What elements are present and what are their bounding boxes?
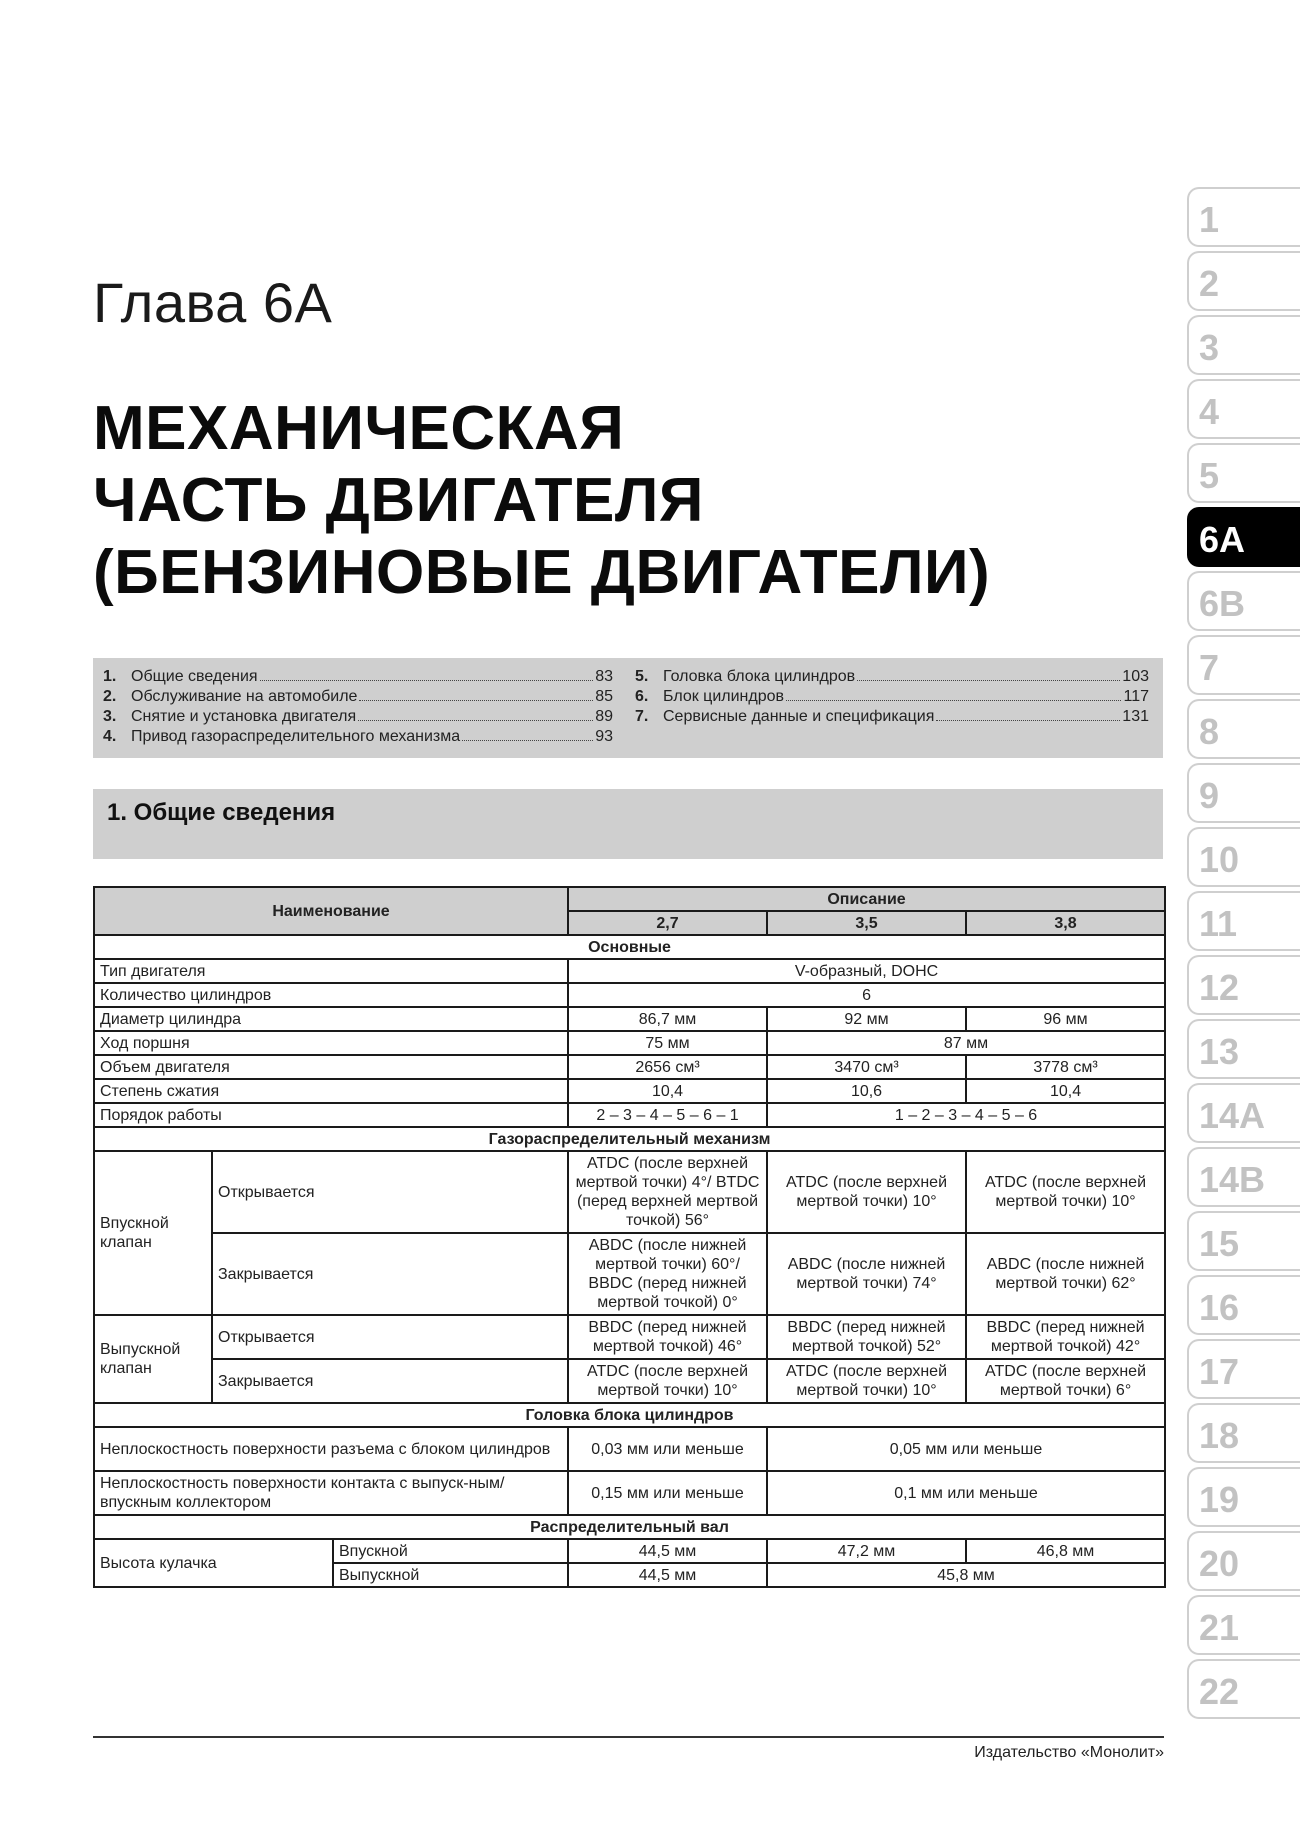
- toc-entry-title: Сервисные данные и спецификация: [663, 708, 935, 725]
- chapter-tab-label: 22: [1199, 1671, 1240, 1712]
- chapter-tab[interactable]: [1187, 635, 1300, 695]
- chapter-tab[interactable]: [1187, 1403, 1300, 1463]
- table-row: [94, 1055, 1165, 1079]
- header-name-cell: Наименование: [94, 887, 568, 935]
- chapter-tab[interactable]: [1187, 1531, 1300, 1591]
- chapter-tab-label: 7: [1199, 647, 1220, 688]
- chapter-tab-label: 21: [1199, 1607, 1240, 1648]
- chapter-tab-label: 10: [1199, 839, 1240, 880]
- param-value: ABDC (после нижней мертвой точки) 62°: [966, 1233, 1165, 1315]
- param-sublabel: Открывается: [212, 1315, 568, 1359]
- chapter-tab-active[interactable]: [1187, 507, 1300, 567]
- chapter-tab[interactable]: [1187, 955, 1300, 1015]
- param-value: 10,4: [568, 1079, 767, 1103]
- chapter-label: Глава 6А: [93, 271, 333, 334]
- param-label: Количество цилиндров: [94, 983, 568, 1007]
- toc-entry-title: Блок цилиндров: [663, 688, 785, 705]
- param-label: Объем двигателя: [94, 1055, 568, 1079]
- param-label: Неплоскостность поверхности разъема с блоком цилиндров: [94, 1427, 568, 1471]
- chapter-tab[interactable]: [1187, 827, 1300, 887]
- param-label: Высота кулачка: [94, 1539, 333, 1587]
- group-row: [94, 1127, 1165, 1151]
- chapter-tab[interactable]: [1187, 571, 1300, 631]
- toc-entry-page: 89: [595, 708, 613, 725]
- toc-entry-number: 6.: [635, 688, 649, 705]
- param-value: BBDC (перед нижней мертвой точкой) 42°: [966, 1315, 1165, 1359]
- chapter-tab[interactable]: [1187, 1275, 1300, 1335]
- header-desc-cell: Описание: [568, 887, 1165, 911]
- param-value: 10,6: [767, 1079, 966, 1103]
- toc-entry-title: Обслуживание на автомобиле: [131, 688, 358, 705]
- toc-entry-page: 83: [595, 668, 613, 685]
- group-heading: Газораспределительный механизм: [94, 1127, 1165, 1151]
- table-row: [94, 1031, 1165, 1055]
- group-heading: Распределительный вал: [94, 1515, 1165, 1539]
- table-header-row: [94, 887, 1165, 911]
- param-label: Неплоскостность поверхности контакта с выпуск-ным/впускным коллектором: [94, 1471, 568, 1515]
- chapter-tab[interactable]: [1187, 1659, 1300, 1719]
- table-row: [94, 1359, 1165, 1403]
- param-value: 75 мм: [568, 1031, 767, 1055]
- chapter-tab[interactable]: [1187, 1083, 1300, 1143]
- param-value: ABDC (после нижней мертвой точки) 74°: [767, 1233, 966, 1315]
- title-line-3: (БЕНЗИНОВЫЕ ДВИГАТЕЛИ): [93, 538, 991, 607]
- chapter-tab-label: 20: [1199, 1543, 1240, 1584]
- toc-leader-dots: [260, 680, 594, 681]
- chapter-tab[interactable]: [1187, 1147, 1300, 1207]
- param-sublabel: Закрывается: [212, 1359, 568, 1403]
- param-value: 87 мм: [767, 1031, 1165, 1055]
- table-row: [94, 983, 1165, 1007]
- param-value: 44,5 мм: [568, 1539, 767, 1563]
- table-row: [94, 1079, 1165, 1103]
- param-value: 10,4: [966, 1079, 1165, 1103]
- toc-entry-number: 7.: [635, 708, 649, 725]
- toc-entry[interactable]: [635, 708, 1149, 728]
- chapter-tab[interactable]: [1187, 1211, 1300, 1271]
- param-value: 0,03 мм или меньше: [568, 1427, 767, 1471]
- toc-leader-dots: [462, 740, 593, 741]
- chapter-tab-label: 17: [1199, 1351, 1240, 1392]
- group-heading: Головка блока цилиндров: [94, 1403, 1165, 1427]
- group-row: [94, 1403, 1165, 1427]
- toc-column-right: [635, 668, 1149, 728]
- table-row: [94, 1007, 1165, 1031]
- chapter-tab-label: 5: [1199, 455, 1220, 496]
- param-value: 2 – 3 – 4 – 5 – 6 – 1: [568, 1103, 767, 1127]
- title-line-2: ЧАСТЬ ДВИГАТЕЛЯ: [93, 466, 704, 535]
- param-value: 86,7 мм: [568, 1007, 767, 1031]
- chapter-tab-label: 14B: [1199, 1159, 1266, 1200]
- header-version-cell: 3,8: [966, 911, 1165, 935]
- param-sublabel: Открывается: [212, 1151, 568, 1233]
- toc-leader-dots: [359, 700, 593, 701]
- param-label: Выпускной клапан: [94, 1315, 212, 1403]
- param-value: 0,05 мм или меньше: [767, 1427, 1165, 1471]
- toc-entry-title: Снятие и установка двигателя: [131, 708, 357, 725]
- chapter-tab-label: 6B: [1199, 583, 1246, 624]
- chapter-tab[interactable]: [1187, 699, 1300, 759]
- title-line-1: МЕХАНИЧЕСКАЯ: [93, 394, 625, 463]
- toc-leader-dots: [936, 720, 1120, 721]
- toc-entry-page: 93: [595, 728, 613, 745]
- toc-entry-title: Общие сведения: [131, 668, 258, 685]
- chapter-tab-label: 18: [1199, 1415, 1240, 1456]
- table-row: [94, 1471, 1165, 1515]
- chapter-tab-label: 12: [1199, 967, 1240, 1008]
- param-value: ATDC (после верхней мертвой точки) 6°: [966, 1359, 1165, 1403]
- main-title: [93, 393, 990, 609]
- footer-publisher: Издательство «Монолит»: [974, 1744, 1164, 1761]
- chapter-tab-label: 15: [1199, 1223, 1240, 1264]
- toc-entry-page: 131: [1122, 708, 1149, 725]
- chapter-tab-label: 1: [1199, 199, 1220, 240]
- toc-entry[interactable]: [103, 668, 613, 688]
- param-value: ABDC (после нижней мертвой точки) 60°/ BBDC (перед нижней мертвой точкой) 0°: [568, 1233, 767, 1315]
- chapter-tab-label: 4: [1199, 391, 1220, 432]
- chapter-tabs: [1187, 187, 1300, 1723]
- param-value: ATDC (после верхней мертвой точки) 10°: [767, 1151, 966, 1233]
- footer-divider: [93, 1736, 1164, 1738]
- chapter-tab[interactable]: [1187, 763, 1300, 823]
- param-value: 3470 см³: [767, 1055, 966, 1079]
- toc-entry-page: 103: [1122, 668, 1149, 685]
- header-version-cell: 2,7: [568, 911, 767, 935]
- param-sublabel: Закрывается: [212, 1233, 568, 1315]
- chapter-tab-label: 16: [1199, 1287, 1240, 1328]
- toc-entry[interactable]: [103, 708, 613, 728]
- chapter-tab-label: 3: [1199, 327, 1220, 368]
- chapter-tab[interactable]: [1187, 1339, 1300, 1399]
- chapter-tab-label: 8: [1199, 711, 1220, 752]
- param-value: ATDC (после верхней мертвой точки) 10°: [767, 1359, 966, 1403]
- table-row: [94, 1233, 1165, 1315]
- chapter-tab-label: 14А: [1199, 1095, 1266, 1136]
- chapter-tab[interactable]: [1187, 379, 1300, 439]
- chapter-tab[interactable]: [1187, 187, 1300, 247]
- param-value: BBDC (перед нижней мертвой точкой) 52°: [767, 1315, 966, 1359]
- param-label: Ход поршня: [94, 1031, 568, 1055]
- header-version-cell: 3,5: [767, 911, 966, 935]
- param-sublabel: Впускной: [333, 1539, 568, 1563]
- param-value: 46,8 мм: [966, 1539, 1165, 1563]
- chapter-tab[interactable]: [1187, 1467, 1300, 1527]
- toc-column-left: [103, 668, 613, 748]
- table-row: [94, 1427, 1165, 1471]
- param-label: Порядок работы: [94, 1103, 568, 1127]
- table-row: [94, 959, 1165, 983]
- param-label: Степень сжатия: [94, 1079, 568, 1103]
- param-value: 2656 см³: [568, 1055, 767, 1079]
- param-label: Диаметр цилиндра: [94, 1007, 568, 1031]
- chapter-tab[interactable]: [1187, 1019, 1300, 1079]
- param-value: 44,5 мм: [568, 1563, 767, 1587]
- toc-entry-page: 117: [1123, 688, 1149, 705]
- chapter-tab[interactable]: [1187, 443, 1300, 503]
- chapter-tab-label: 2: [1199, 263, 1220, 304]
- param-label: Тип двигателя: [94, 959, 568, 983]
- param-value: 0,15 мм или меньше: [568, 1471, 767, 1515]
- table-row: [94, 1151, 1165, 1233]
- toc-leader-dots: [358, 720, 593, 721]
- chapter-tab[interactable]: [1187, 891, 1300, 951]
- param-value: 96 мм: [966, 1007, 1165, 1031]
- param-value: 1 – 2 – 3 – 4 – 5 – 6: [767, 1103, 1165, 1127]
- param-value: 45,8 мм: [767, 1563, 1165, 1587]
- chapter-tab[interactable]: [1187, 315, 1300, 375]
- toc-entry-number: 1.: [103, 668, 117, 685]
- param-value: 3778 см³: [966, 1055, 1165, 1079]
- toc-entry[interactable]: [103, 688, 613, 708]
- param-value: 92 мм: [767, 1007, 966, 1031]
- group-row: [94, 1515, 1165, 1539]
- param-value: ATDC (после верхней мертвой точки) 10°: [568, 1359, 767, 1403]
- chapter-tab[interactable]: [1187, 251, 1300, 311]
- toc-entry[interactable]: [635, 668, 1149, 688]
- param-value: 47,2 мм: [767, 1539, 966, 1563]
- toc-entry-number: 2.: [103, 688, 117, 705]
- param-value: BBDC (перед нижней мертвой точкой) 46°: [568, 1315, 767, 1359]
- param-value: ATDC (после верхней мертвой точки) 10°: [966, 1151, 1165, 1233]
- chapter-tab[interactable]: [1187, 1595, 1300, 1655]
- chapter-tab-label: 9: [1199, 775, 1220, 816]
- group-row: [94, 935, 1165, 959]
- chapter-tab-label: 6А: [1199, 519, 1246, 560]
- table-of-contents: [93, 658, 1163, 758]
- chapter-tab-label: 11: [1199, 903, 1238, 944]
- param-value: ATDC (после верхней мертвой точки) 4°/ BTDC (перед верхней мертвой точкой) 56°: [568, 1151, 767, 1233]
- spec-table: [93, 886, 1166, 1588]
- table-row: [94, 1103, 1165, 1127]
- toc-entry-number: 3.: [103, 708, 117, 725]
- param-label: Впускной клапан: [94, 1151, 212, 1315]
- toc-entry[interactable]: [103, 728, 613, 748]
- toc-leader-dots: [786, 700, 1121, 701]
- section-heading-box: [93, 789, 1163, 859]
- param-sublabel: Выпускной: [333, 1563, 568, 1587]
- chapter-tab-label: 19: [1199, 1479, 1240, 1520]
- group-heading: Основные: [94, 935, 1165, 959]
- toc-entry[interactable]: [635, 688, 1149, 708]
- table-row: [94, 1539, 1165, 1563]
- toc-entry-number: 4.: [103, 728, 117, 745]
- toc-leader-dots: [857, 680, 1120, 681]
- section-title: 1. Общие сведения: [107, 799, 336, 826]
- toc-entry-number: 5.: [635, 668, 649, 685]
- param-value: 0,1 мм или меньше: [767, 1471, 1165, 1515]
- param-value: V-образный, DOHC: [568, 959, 1165, 983]
- param-value: 6: [568, 983, 1165, 1007]
- table-row: [94, 1315, 1165, 1359]
- toc-entry-title: Головка блока цилиндров: [663, 668, 856, 685]
- chapter-tab-label: 13: [1199, 1031, 1240, 1072]
- toc-entry-title: Привод газораспределительного механизма: [131, 728, 461, 745]
- toc-entry-page: 85: [595, 688, 613, 705]
